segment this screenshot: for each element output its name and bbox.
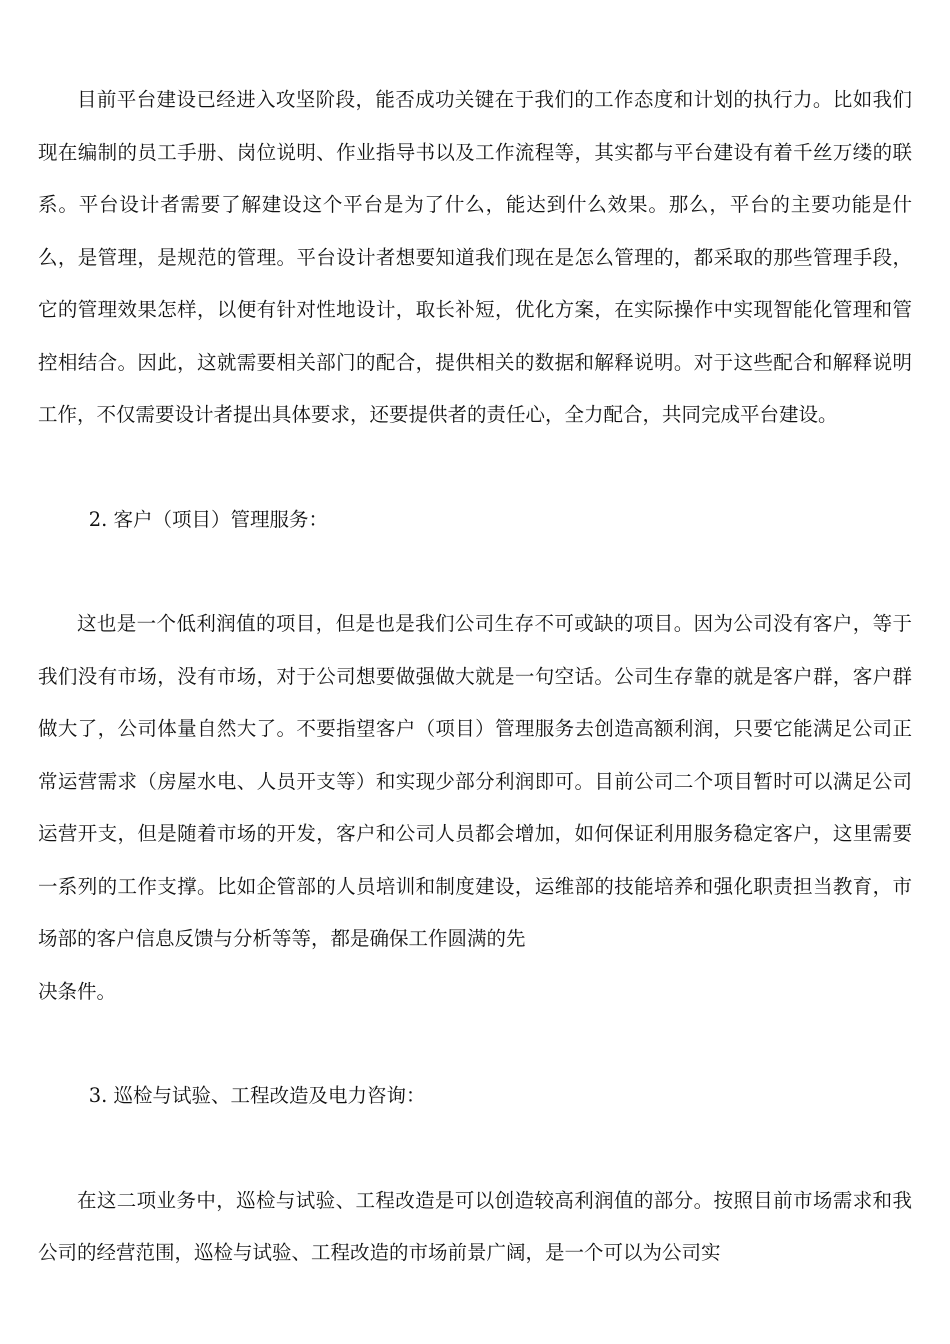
spacer (38, 546, 912, 598)
heading-inspection-testing: 3. 巡检与试验、工程改造及电力咨询： (88, 1084, 426, 1107)
paragraph-inspection-testing: 在这二项业务中，巡检与试验、工程改造是可以创造较高利润值的部分。按照目前市场需求和我公司的经营范围，巡检与试验、工程改造的市场前景广阔，是一个可以为公司实 (38, 1188, 912, 1264)
paragraph-customer-management-tail: 决条件。 (38, 979, 117, 1003)
spacer (38, 442, 912, 494)
spacer (38, 1018, 912, 1070)
document-page (38, 74, 912, 1280)
paragraph-customer-management: 这也是一个低利润值的项目，但是也是我们公司生存不可或缺的项目。因为公司没有客户，等于我们没有市场，没有市场，对于公司想要做强做大就是一句空话。公司生存靠的就是客户群，客户群做大了，公司体量自然大了。不要指望客户（项目）管理服务去创造高额利润，只要它能满足公司正常运营需求（房屋水电、人员开支等）和实现少部分利润即可。目前公司二个项目暂时可以满足公司运营开支，但是随着市场的开发，客户和公司人员都会增加，如何保证利用服务稳定客户，这里需要一系列的工作支撑。比如企管部的人员培训和制度建设，运维部的技能培养和强化职责担当教育，市场部的客户信息反馈与分析等等，都是确保工作圆满的先 (38, 612, 912, 950)
heading-customer-management: 2. 客户（项目）管理服务： (88, 507, 328, 531)
spacer (38, 1123, 912, 1175)
paragraph-platform-construction: 目前平台建设已经进入攻坚阶段，能否成功关键在于我们的工作态度和计划的执行力。比如我们现在编制的员工手册、岗位说明、作业指导书以及工作流程等，其实都与平台建设有着千丝万缕的联系。平台设计者需要了解建设这个平台是为了什么，能达到什么效果。那么，平台的主要功能是什么，是管理，是规范的管理。平台设计者想要知道我们现在是怎么管理的，都采取的那些管理手段，它的管理效果怎样，以便有针对性地设计，取长补短，优化方案，在实际操作中实现智能化管理和管控相结合。因此，这就需要相关部门的配合，提供相关的数据和解释说明。对于这些配合和解释说明工作，不仅需要设计者提出具体要求，还要提供者的责任心，全力配合，共同完成平台建设。 (38, 88, 912, 426)
